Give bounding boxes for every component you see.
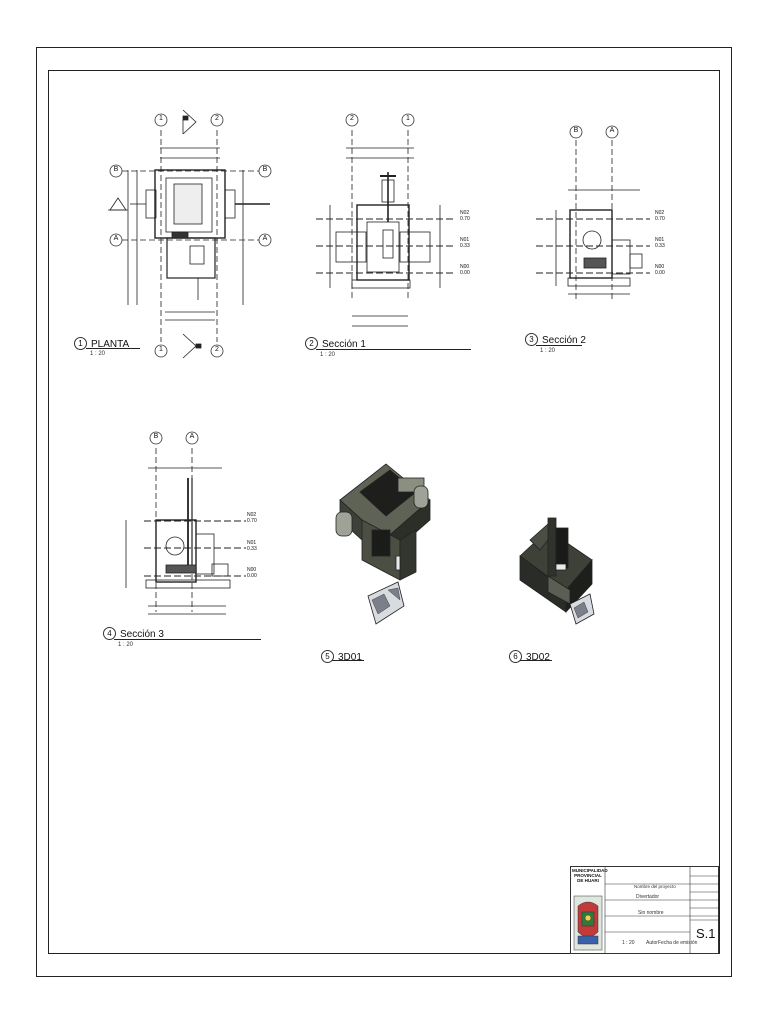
view-scale: 1 : 20 xyxy=(540,348,556,354)
view-title-underline xyxy=(332,660,364,661)
drawing-status: Sin nombre xyxy=(638,910,664,916)
grid-label-a: A xyxy=(262,235,268,242)
scale-value: 1 : 20 xyxy=(622,940,635,946)
drawing-name: Divertador xyxy=(636,894,660,900)
grid-label-2: 2 xyxy=(215,115,219,122)
grid-label-b: B xyxy=(113,166,119,173)
grid-label-b: B xyxy=(262,166,268,173)
level-tag: N02 0.70 xyxy=(655,210,665,222)
sheet-number: S.1 xyxy=(696,926,716,941)
grid-label-b: B xyxy=(153,433,159,440)
view-title-underline xyxy=(536,345,582,346)
grid-label-a: A xyxy=(609,127,615,134)
level-tag: N02 0.70 xyxy=(247,512,257,524)
level-tag: N01 0.33 xyxy=(247,540,257,552)
issue-date-label: Fecha de emisión xyxy=(658,940,698,946)
view-title-text: PLANTA xyxy=(91,339,130,350)
grid-label-a: A xyxy=(113,235,119,242)
view-number: 3 xyxy=(525,333,538,346)
view-scale: 1 : 20 xyxy=(320,352,336,358)
level-tag: N00 0.00 xyxy=(460,264,470,276)
level-tag: N02 0.70 xyxy=(460,210,470,222)
level-tag: N01 0.33 xyxy=(655,237,665,249)
grid-label-b: B xyxy=(573,127,579,134)
author: Autor xyxy=(646,940,658,946)
organization-name: MUNICIPALIDAD PROVINCIAL DE HUARI xyxy=(572,868,608,883)
view-title-underline xyxy=(520,660,552,661)
view-title-text: Sección 2 xyxy=(542,335,586,346)
grid-label-2: 2 xyxy=(215,346,219,353)
view-scale: 1 : 20 xyxy=(90,351,106,357)
grid-label-2: 2 xyxy=(350,115,354,122)
view-title-text: 3D01 xyxy=(338,652,362,663)
view-number: 2 xyxy=(305,337,318,350)
level-tag: N00 0.00 xyxy=(247,567,257,579)
view-title-6 xyxy=(509,650,550,663)
view-title-underline xyxy=(114,639,261,640)
seccion-1-drawing xyxy=(316,130,456,326)
view-number: 1 xyxy=(74,337,87,350)
project-name: Nombre del proyecto xyxy=(634,884,676,889)
view-title-text: Sección 3 xyxy=(120,629,164,640)
grid-label-1: 1 xyxy=(159,346,163,353)
planta-drawing xyxy=(108,110,270,358)
seccion-2-drawing xyxy=(536,140,650,300)
view-number: 4 xyxy=(103,627,116,640)
view-scale: 1 : 20 xyxy=(118,642,134,648)
grid-bubbles xyxy=(110,114,618,444)
view-number: 6 xyxy=(509,650,522,663)
grid-label-a: A xyxy=(189,433,195,440)
view-title-text: 3D02 xyxy=(526,652,550,663)
view-title-underline xyxy=(86,348,140,349)
grid-label-1: 1 xyxy=(406,115,410,122)
level-tag: N00 0.00 xyxy=(655,264,665,276)
grid-label-1: 1 xyxy=(159,115,163,122)
view-number: 5 xyxy=(321,650,334,663)
3d01-model xyxy=(336,464,430,624)
view-title-underline xyxy=(316,349,471,350)
municipal-seal xyxy=(574,896,602,950)
level-tag: N01 0.33 xyxy=(460,237,470,249)
view-title-5 xyxy=(321,650,362,663)
3d02-model xyxy=(520,518,594,624)
seccion-3-drawing xyxy=(126,448,246,614)
view-title-text: Sección 1 xyxy=(322,339,366,350)
